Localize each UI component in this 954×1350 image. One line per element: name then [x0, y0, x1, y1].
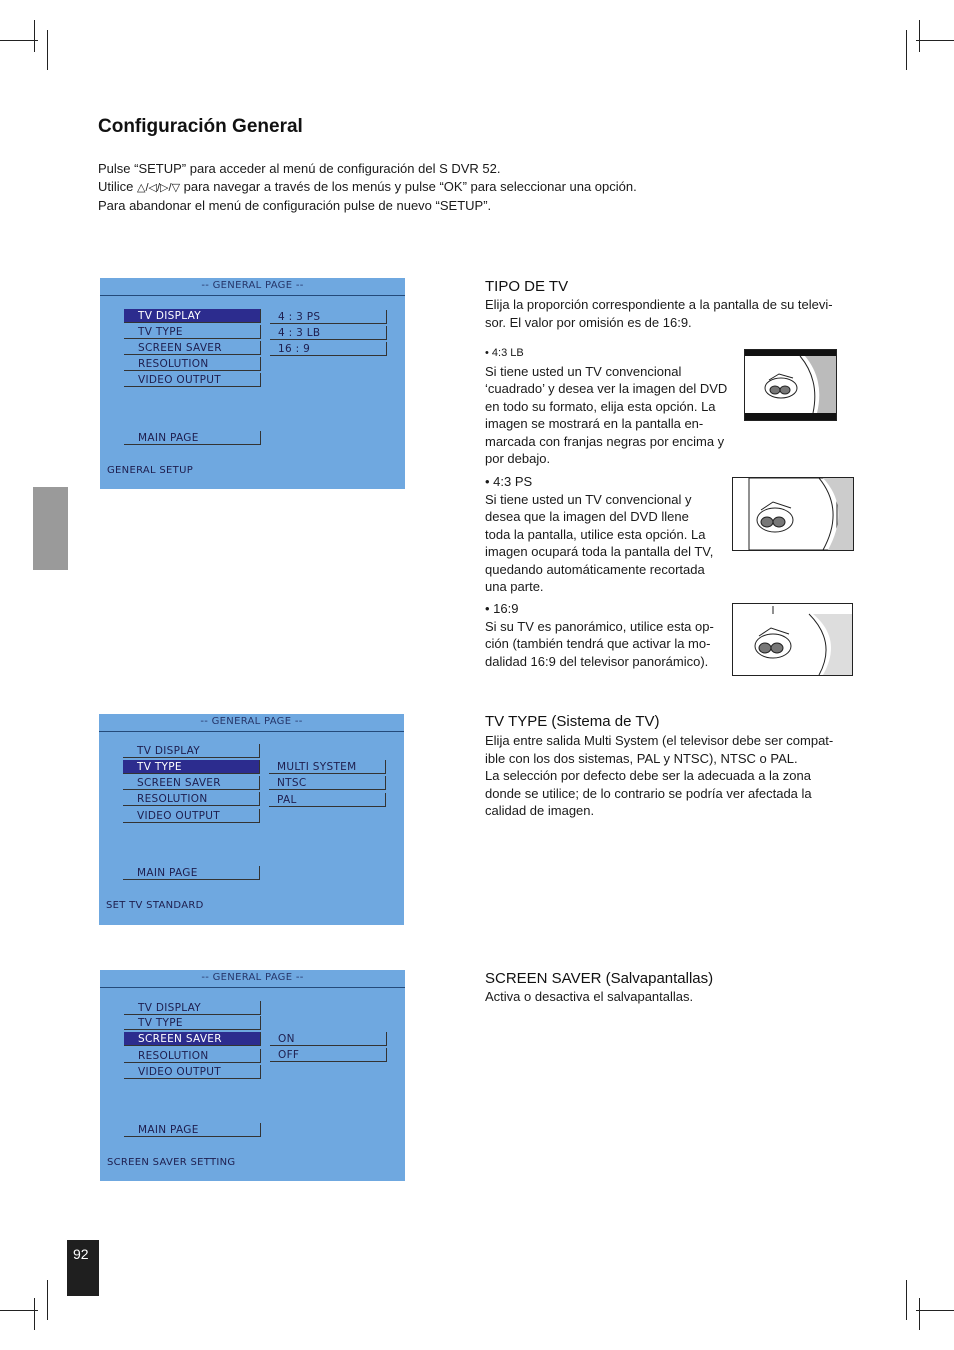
option-off[interactable]: OFF [270, 1048, 387, 1062]
crop-mark [906, 30, 907, 70]
option-4-3-lb[interactable]: 4 : 3 LB [270, 326, 387, 340]
menu-item-video-output[interactable]: VIDEO OUTPUT [124, 1065, 261, 1079]
section-heading-tv-type: TV TYPE (Sistema de TV) [485, 713, 660, 730]
menu-item-tv-display[interactable]: TV DISPLAY [124, 309, 261, 323]
text-line: Si tiene usted un TV convencional y [485, 491, 692, 507]
intro-line: Pulse “SETUP” para acceder al menú de configuración del S DVR 52. [98, 161, 501, 176]
text-line: ‘cuadrado’ y desea ver la imagen del DVD [485, 381, 728, 396]
crop-mark [919, 20, 920, 52]
tv-type-description [485, 732, 833, 820]
menu-item-screen-saver[interactable]: SCREEN SAVER [124, 341, 261, 355]
text-line: ible con los dos sistemas, PAL y NTSC), NTSC o PAL. [485, 750, 798, 766]
menu-footer: SET TV STANDARD [106, 900, 204, 911]
menu-item-screen-saver[interactable]: SCREEN SAVER [123, 776, 260, 790]
menu-item-tv-display[interactable]: TV DISPLAY [123, 744, 260, 758]
crop-mark [916, 1310, 954, 1311]
section-tab [33, 487, 68, 570]
text-line: quedando automáticamente recortada [485, 561, 705, 577]
text-line: calidad de imagen. [485, 803, 595, 818]
crop-mark [47, 1280, 48, 1320]
text-line: desea que la imagen del DVD llene [485, 509, 689, 524]
section-heading-tipo-tv: TIPO DE TV [485, 278, 569, 295]
intro-line [98, 178, 637, 197]
page-title: Configuración General [98, 116, 303, 137]
intro-line: Para abandonar el menú de configuración pulse de nuevo “SETUP”. [98, 198, 492, 213]
tipo-tv-description [485, 296, 833, 331]
text-line: dalidad 16:9 del televisor panorámico). [485, 653, 709, 669]
menu-item-resolution[interactable]: RESOLUTION [123, 792, 260, 806]
ps-block [485, 473, 713, 596]
crop-mark [0, 1310, 38, 1311]
intro-text [98, 160, 637, 215]
text-line: Si tiene usted un TV convencional [485, 363, 682, 379]
text-line: Elija la proporción correspondiente a la pantalla de su televi- [485, 297, 833, 312]
menu-header: -- GENERAL PAGE -- [99, 714, 404, 732]
option-multi-system[interactable]: MULTI SYSTEM [269, 760, 386, 774]
tv-standard-menu [99, 714, 404, 925]
text-line: sor. El valor por omisión es de 16:9. [485, 314, 692, 330]
option-ntsc[interactable]: NTSC [269, 776, 386, 790]
text-line: Elija entre salida Multi System (el televisor debe ser compat- [485, 733, 834, 748]
general-setup-menu [100, 278, 405, 489]
pan-scan-tv-illustration [732, 477, 854, 551]
menu-header: -- GENERAL PAGE -- [100, 970, 405, 988]
menu-item-tv-type[interactable]: TV TYPE [124, 1016, 261, 1030]
crop-mark [34, 1298, 35, 1330]
text-line: una parte. [485, 579, 544, 594]
crop-mark [47, 30, 48, 70]
letterbox-tv-illustration [744, 349, 837, 421]
menu-item-resolution[interactable]: RESOLUTION [124, 1049, 261, 1063]
crop-mark [0, 40, 38, 41]
text-line: toda la pantalla, utilice esta opción. La [485, 526, 706, 542]
menu-item-tv-type[interactable]: TV TYPE [123, 760, 260, 774]
text-line: donde se utilice; de lo contrario se podría ver afectada la [485, 785, 812, 801]
option-16-9[interactable]: 16 : 9 [270, 342, 387, 356]
text-line: Activa o desactiva el salvapantallas. [485, 989, 694, 1004]
bullet-label: • 4:3 LB [485, 347, 524, 359]
screen-saver-description [485, 988, 693, 1006]
widescreen-tv-illustration [732, 603, 853, 676]
bullet-label: • 4:3 PS [485, 474, 533, 489]
text-line: en todo su formato, elija esta opción. La [485, 398, 716, 414]
intro-line-pre: Utilice [98, 179, 138, 194]
menu-item-tv-type[interactable]: TV TYPE [124, 325, 261, 339]
wide-block [485, 600, 714, 670]
main-page-button[interactable]: MAIN PAGE [124, 1123, 261, 1137]
text-line: ción (también tendrá que activar la mo- [485, 636, 711, 651]
text-line: imagen se mostrará en la pantalla en- [485, 416, 704, 431]
option-pal[interactable]: PAL [269, 793, 386, 807]
text-line: por debajo. [485, 451, 551, 466]
main-page-button[interactable]: MAIN PAGE [123, 866, 260, 880]
menu-item-video-output[interactable]: VIDEO OUTPUT [123, 809, 260, 823]
crop-mark [919, 1298, 920, 1330]
section-heading-screen-saver: SCREEN SAVER (Salvapantallas) [485, 970, 714, 987]
crop-mark [34, 20, 35, 52]
lb-block [485, 345, 727, 468]
intro-line-post: para navegar a través de los menús y pulse “OK” para seleccionar una opción. [180, 179, 637, 194]
menu-item-tv-display[interactable]: TV DISPLAY [124, 1001, 261, 1015]
text-line: Si su TV es panorámico, utilice esta op- [485, 618, 714, 634]
menu-item-screen-saver[interactable]: SCREEN SAVER [124, 1032, 261, 1046]
text-line: La selección por defecto debe ser la adecuada a la zona [485, 768, 811, 783]
menu-header: -- GENERAL PAGE -- [100, 278, 405, 296]
option-4-3-ps[interactable]: 4 : 3 PS [270, 310, 387, 324]
menu-item-resolution[interactable]: RESOLUTION [124, 357, 261, 371]
menu-item-video-output[interactable]: VIDEO OUTPUT [124, 373, 261, 387]
page-number: 92 [67, 1240, 99, 1296]
text-line: imagen ocupará toda la pantalla del TV, [485, 544, 714, 559]
main-page-button[interactable]: MAIN PAGE [124, 431, 261, 445]
bullet-label: • 16:9 [485, 601, 519, 616]
menu-footer: SCREEN SAVER SETTING [107, 1157, 236, 1168]
navigation-arrows-icon: △/◁/▷/▽ [137, 182, 181, 194]
text-line: marcada con franjas negras por encima y [485, 433, 725, 449]
screen-saver-menu [100, 970, 405, 1181]
option-on[interactable]: ON [270, 1032, 387, 1046]
crop-mark [916, 40, 954, 41]
menu-footer: GENERAL SETUP [107, 465, 194, 476]
crop-mark [906, 1280, 907, 1320]
